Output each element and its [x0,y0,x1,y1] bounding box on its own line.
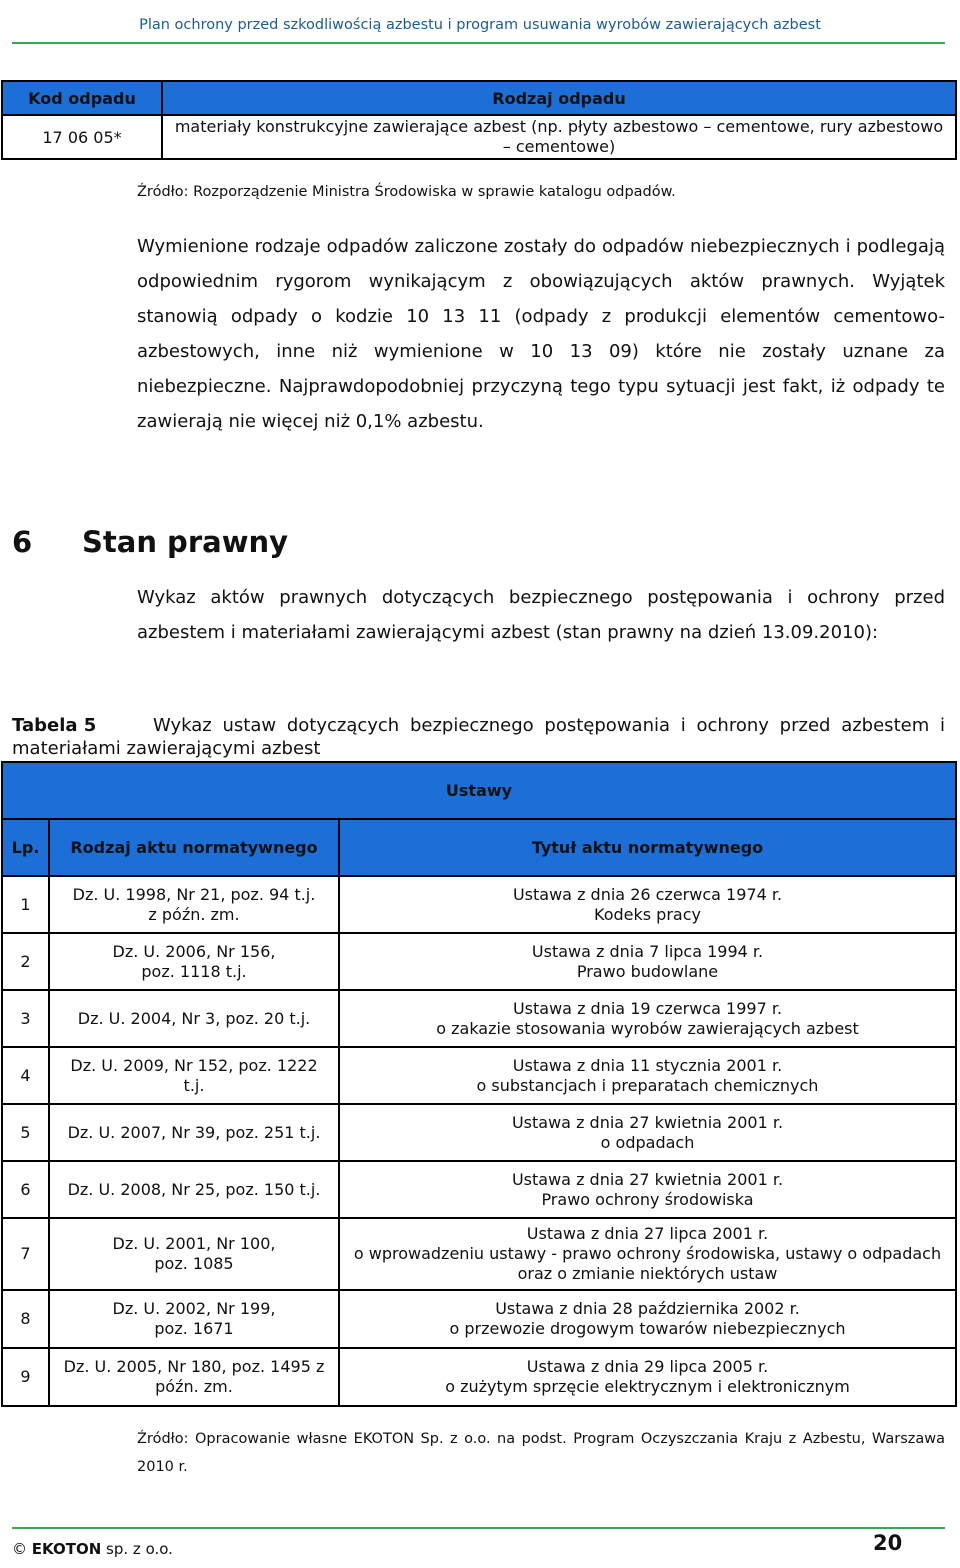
row-lp-cell: 1 [2,876,49,933]
row-title-cell: Ustawa z dnia 27 kwietnia 2001 r. Prawo ochrony środowiska [339,1161,956,1218]
table-row [2,990,956,1047]
col-header-kind: Rodzaj aktu normatywnego [49,819,339,876]
col-header-type: Rodzaj odpadu [162,81,956,115]
table-row [2,1290,956,1348]
copyright-symbol: © [12,1540,27,1558]
col-header-lp: Lp. [2,819,49,876]
table-caption [12,714,945,760]
table-row [2,1161,956,1218]
source-note-1: Źródło: Rozporządzenie Ministra Środowiska w sprawie katalogu odpadów. [137,184,676,200]
row-ref-cell: Dz. U. 2008, Nr 25, poz. 150 t.j. [49,1161,339,1218]
footer-divider [12,1527,945,1529]
company-suffix: sp. z o.o. [101,1540,173,1558]
row-ref-cell: Dz. U. 2004, Nr 3, poz. 20 t.j. [49,990,339,1047]
running-header: Plan ochrony przed szkodliwością azbestu i program usuwania wyrobów zawierających azbest [139,17,821,33]
row-title-cell: Ustawa z dnia 26 czerwca 1974 r. Kodeks pracy [339,876,956,933]
row-title-cell: Ustawa z dnia 28 października 2002 r. o przewozie drogowym towarów niebezpiecznych [339,1290,956,1348]
waste-code-table [1,80,957,160]
paragraph-waste: Wymienione rodzaje odpadów zaliczone zostały do odpadów niebezpiecznych i podlegają odpowiednim rygorom wynikającym z obowiązujących aktów prawnych. Wyjątek stanowią odpady o kodzie 10 13 11 (odpady z produkcji elementów cementowo-azbestowych, inne niż wymienione w 10 13 09) które nie zostały uznane za niebezpieczne. Najprawdopodobniej przyczyną tego typu sytuacji jest fakt, iż odpady te zawierają nie więcej niż 0,1% azbestu. [137,236,945,432]
row-lp-cell: 7 [2,1218,49,1290]
row-title-cell: Ustawa z dnia 27 lipca 2001 r. o wprowadzeniu ustawy - prawo ochrony środowiska, ustawy o odpadach oraz o zmianie niektórych ustaw [339,1218,956,1290]
row-title-cell: Ustawa z dnia 19 czerwca 1997 r. o zakazie stosowania wyrobów zawierających azbest [339,990,956,1047]
col-header-code: Kod odpadu [2,81,162,115]
page-number: 20 [873,1531,903,1555]
waste-desc-cell: materiały konstrukcyjne zawierające azbest (np. płyty azbestowo – cementowe, rury azbestowo – cementowe) [162,115,956,159]
row-title-cell: Ustawa z dnia 27 kwietnia 2001 r. o odpadach [339,1104,956,1161]
table-row [2,1104,956,1161]
table-row [2,1218,956,1290]
row-lp-cell: 3 [2,990,49,1047]
header-divider [12,42,945,44]
row-title-cell: Ustawa z dnia 7 lipca 1994 r. Prawo budowlane [339,933,956,990]
group-header-ustawy: Ustawy [2,762,956,819]
row-ref-cell: Dz. U. 2001, Nr 100, poz. 1085 [49,1218,339,1290]
row-lp-cell: 9 [2,1348,49,1406]
source-note-2: Źródło: Opracowanie własne EKOTON Sp. z o.o. na podst. Program Oczyszczania Kraju z Azbestu, Warszawa 2010 r. [137,1431,945,1475]
table-caption-text: Wykaz ustaw dotyczących bezpiecznego postępowania i ochrony przed azbestem i materiałami zawierającymi azbest [12,715,945,759]
waste-code-cell: 17 06 05* [2,115,162,159]
row-lp-cell: 6 [2,1161,49,1218]
row-ref-cell: Dz. U. 2002, Nr 199, poz. 1671 [49,1290,339,1348]
table-row [2,1047,956,1104]
footer-company [12,1540,173,1558]
row-ref-cell: Dz. U. 2005, Nr 180, poz. 1495 z późn. zm. [49,1348,339,1406]
section-number: 6 [12,525,33,559]
company-brand: EKOTON [31,1540,102,1558]
section-title: Stan prawny [82,525,289,559]
table-row [2,1348,956,1406]
row-title-cell: Ustawa z dnia 29 lipca 2005 r. o zużytym sprzęcie elektrycznym i elektronicznym [339,1348,956,1406]
row-lp-cell: 5 [2,1104,49,1161]
laws-table [1,761,957,1407]
col-header-title: Tytuł aktu normatywnego [339,819,956,876]
table-row [2,933,956,990]
row-ref-cell: Dz. U. 2006, Nr 156, poz. 1118 t.j. [49,933,339,990]
row-ref-cell: Dz. U. 1998, Nr 21, poz. 94 t.j. z późn. zm. [49,876,339,933]
row-lp-cell: 2 [2,933,49,990]
row-title-cell: Ustawa z dnia 11 stycznia 2001 r. o substancjach i preparatach chemicznych [339,1047,956,1104]
table-row [2,876,956,933]
row-lp-cell: 4 [2,1047,49,1104]
row-ref-cell: Dz. U. 2009, Nr 152, poz. 1222 t.j. [49,1047,339,1104]
row-ref-cell: Dz. U. 2007, Nr 39, poz. 251 t.j. [49,1104,339,1161]
paragraph-legal-intro: Wykaz aktów prawnych dotyczących bezpiecznego postępowania i ochrony przed azbestem i materiałami zawierającymi azbest (stan prawny na dzień 13.09.2010): [137,587,945,643]
table-caption-label: Tabela 5 [12,715,97,736]
row-lp-cell: 8 [2,1290,49,1348]
